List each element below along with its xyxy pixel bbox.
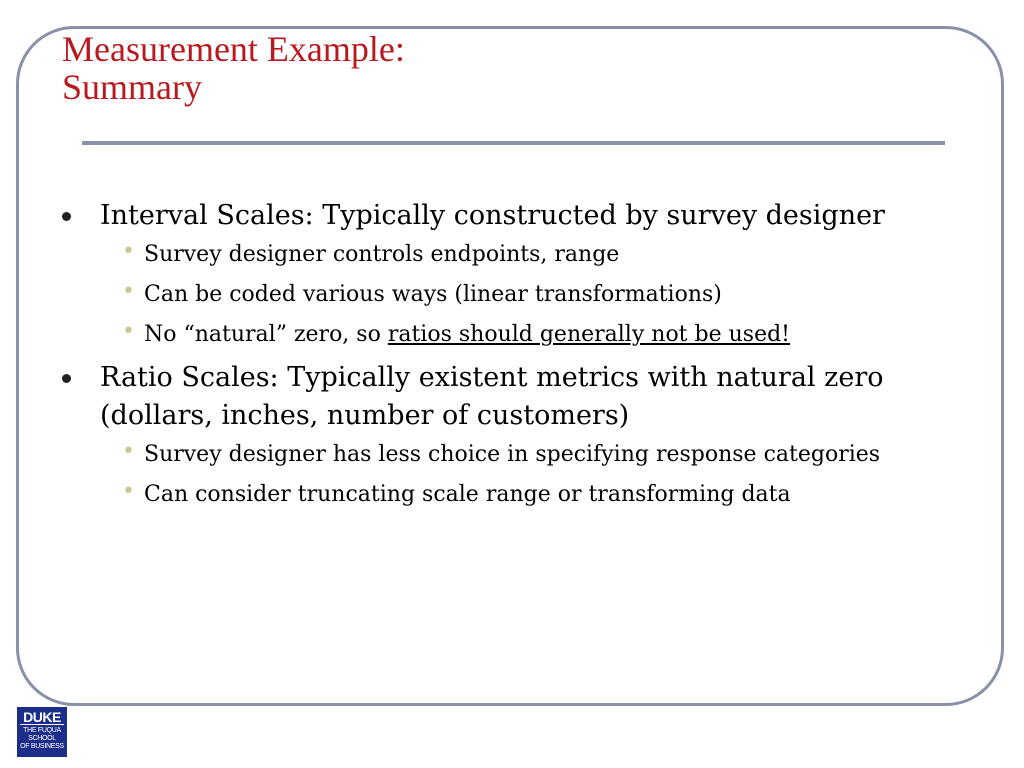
sub-bullet <box>62 275 962 315</box>
slide-title-line-2: Summary <box>62 67 202 107</box>
sub-bullet-text: Survey designer controls endpoints, range <box>144 242 620 267</box>
sub-bullet-text: Survey designer has less choice in specifying response categories <box>144 442 881 467</box>
dot-bullet-icon: • <box>122 439 135 464</box>
dot-bullet-icon: • <box>122 239 135 264</box>
sub-bullet <box>62 315 962 355</box>
dot-bullet-icon: • <box>122 319 135 344</box>
bullet-ratio-scales <box>62 359 962 435</box>
sub-bullet <box>62 435 962 475</box>
sub-bullet-text: No “natural” zero, so <box>144 322 388 347</box>
logo-line-3: SCHOOL <box>28 735 56 742</box>
round-bullet-icon <box>62 212 71 221</box>
bullet-text: Ratio Scales: Typically existent metrics with natural zero (dollars, inches, number of customers) <box>100 362 884 431</box>
sub-bullet <box>62 475 962 515</box>
dot-bullet-icon: • <box>122 279 135 304</box>
round-bullet-icon <box>62 374 71 383</box>
slide-title-line-1: Measurement Example: <box>62 29 405 69</box>
underlined-emphasis-text: ratios should generally not be used! <box>387 322 791 347</box>
sub-bullet-text: Can consider truncating scale range or transforming data <box>144 482 791 507</box>
sub-bullet <box>62 235 962 275</box>
dot-bullet-icon: • <box>122 479 135 504</box>
logo-line-4: OF BUSINESS <box>20 743 64 750</box>
logo-line-1: DUKE <box>20 710 64 725</box>
logo-line-2: THE FUQUA <box>23 727 61 734</box>
bullet-interval-scales <box>62 197 962 235</box>
title-divider <box>82 141 945 145</box>
sub-bullet-text: Can be coded various ways (linear transformations) <box>144 282 722 307</box>
slide-title <box>62 30 409 106</box>
duke-fuqua-logo <box>17 707 67 757</box>
bullet-list <box>62 193 962 515</box>
bullet-text: Interval Scales: Typically constructed by survey designer <box>100 200 885 231</box>
